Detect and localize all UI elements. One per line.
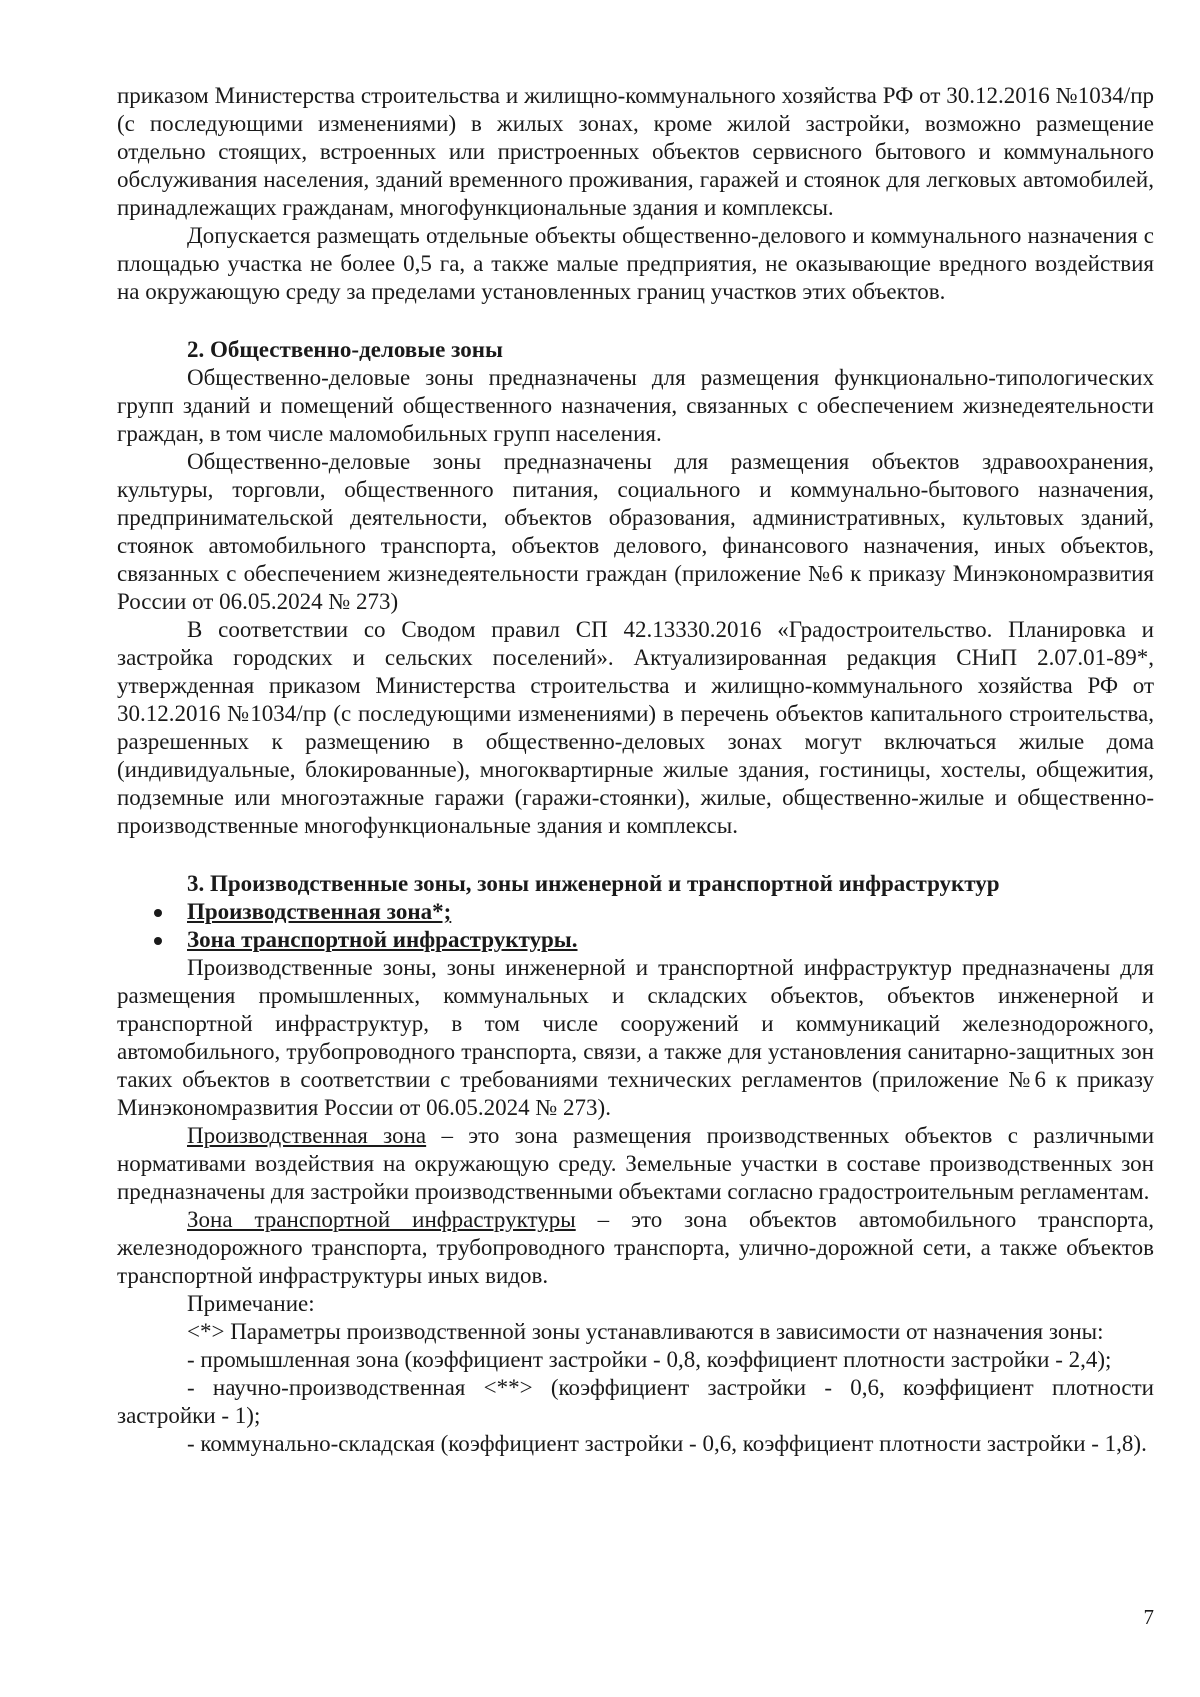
term-production-zone: Производственная зона [187,1123,427,1148]
section-3-paragraph-3: Зона транспортной инфраструктуры – это зона объектов автомобильного транспорта, железнодорожного транспорта, трубопроводного транспорта, улично-дорожной сети, а также объектов транспортной инфраструктуры иных видов. [117,1207,1154,1288]
section-3-paragraph-1: Производственные зоны, зоны инженерной и транспортной инфраструктур предназначены для размещения промышленных, коммунальных и складских объектов, объектов инженерной и транспортной инфраструктур, в том числе сооружений и коммуникаций железнодорожного, автомобильного, трубопроводного транспорта, связи, а также для установления санитарно-защитных зон таких объектов в соответствии с требованиями технических регламентов (приложение №6 к приказу Минэкономразвития России от 06.05.2024 № 273). [117,955,1154,1120]
note-line-4: - коммунально-складская (коэффициент застройки - 0,6, коэффициент плотности застройки - 1,8). [187,1431,1147,1456]
list-item: Производственная зона*; [117,898,1154,926]
document-page [117,82,1154,1458]
section-3-paragraph-2: Производственная зона – это зона размещения производственных объектов с различными нормативами воздействия на окружающую среду. Земельные участки в составе производственных зон предназначены для застройки производственными объектами согласно градостроительным регламентам. [117,1123,1155,1204]
list-item: Зона транспортной инфраструктуры. [117,926,1154,954]
section-2-heading: 2. Общественно-деловые зоны [187,337,503,362]
note-line-1: <*> Параметры производственной зоны устанавливаются в зависимости от назначения зоны: [187,1319,1104,1344]
intro-paragraph-2: Допускается размещать отдельные объекты общественно-делового и коммунального назначения с площадью участка не более 0,5 га, а также малые предприятия, не оказывающие вредного воздействия на окружающую среду за пределами установленных границ участков этих объектов. [117,223,1154,304]
zone-bullet-list [117,898,1154,954]
section-2-paragraph-3: В соответствии со Сводом правил СП 42.13330.2016 «Градостроительство. Планировка и застройка городских и сельских поселений». Актуализированная редакция СНиП 2.07.01-89*, утвержденная приказом Министерства строительства и жилищно-коммунального хозяйства РФ от 30.12.2016 №1034/пр (с последующими изменениями) в перечень объектов капитального строительства, разрешенных к размещению в общественно-деловых зонах могут включаться жилые дома (индивидуальные, блокированные), многоквартирные жилые здания, гостиницы, хостелы, общежития, подземные или многоэтажные гаражи (гаражи-стоянки), жилые, общественно-жилые и общественно-производственные многофункциональные здания и комплексы. [117,617,1154,838]
term-transport-zone: Зона транспортной инфраструктуры [187,1207,576,1232]
bullet-icon [154,909,162,917]
bullet-icon [154,937,162,945]
section-2-paragraph-2: Общественно-деловые зоны предназначены для размещения объектов здравоохранения, культуры, торговли, общественного питания, социального и коммунально-бытового назначения, предпринимательской деятельности, объектов образования, административных, культовых зданий, стоянок автомобильного транспорта, объектов делового, финансового назначения, иных объектов, связанных с обеспечением жизнедеятельности граждан (приложение №6 к приказу Минэкономразвития России от 06.05.2024 № 273) [117,449,1154,614]
section-2-paragraph-1: Общественно-деловые зоны предназначены для размещения функционально-типологических групп зданий и помещений общественного назначения, связанных с обеспечением жизнедеятельности граждан, в том числе маломобильных групп населения. [117,365,1154,446]
intro-paragraph-1: приказом Министерства строительства и жилищно-коммунального хозяйства РФ от 30.12.2016 №1034/пр (с последующими изменениями) в жилых зонах, кроме жилой застройки, возможно размещение отдельно стоящих, встроенных или пристроенных объектов сервисного бытового и коммунального обслуживания населения, зданий временного проживания, гаражей и стоянок для легковых автомобилей, принадлежащих гражданам, многофункциональные здания и комплексы. [117,83,1154,220]
note-line-2: - промышленная зона (коэффициент застройки - 0,8, коэффициент плотности застройки - 2,4); [187,1347,1112,1372]
note-line-3: - научно-производственная <**> (коэффициент застройки - 0,6, коэффициент плотности застройки - 1); [117,1375,1154,1428]
spacer [117,306,1154,336]
section-3-heading: 3. Производственные зоны, зоны инженерной и транспортной инфраструктур [187,871,1000,896]
spacer [117,840,1154,870]
page-number: 7 [1143,1605,1154,1629]
note-label: Примечание: [187,1291,315,1316]
